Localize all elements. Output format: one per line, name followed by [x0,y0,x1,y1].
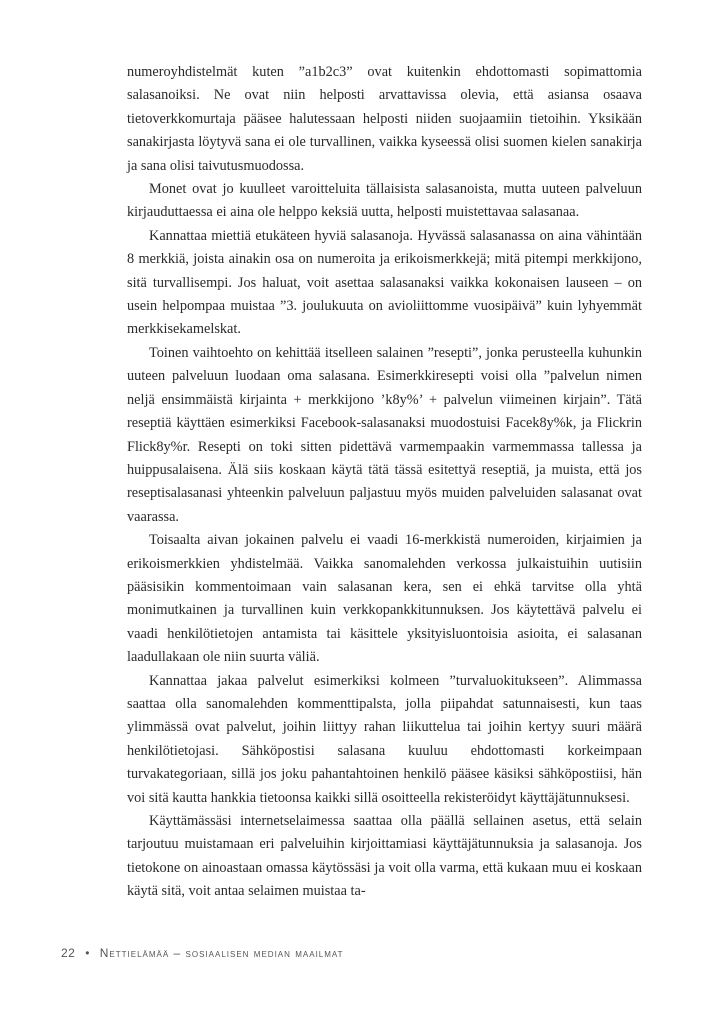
page-footer [61,946,344,960]
running-title: Nettielämää – sosiaalisen median maailmat [99,946,344,960]
paragraph: Käyttämässäsi internetselaimessa saattaa olla päällä sellainen asetus, että selain tarjoutuu muistamaan eri palveluihin kirjoittamiasi käyttäjätunnuksia ja salasanoja. Jos tietokone on ainoastaan omassa käytössäsi ja voit olla varma, että kukaan muu ei koskaan käytä sitä, voit antaa selaimen muistaa ta- [127,813,642,900]
paragraph: Toisaalta aivan jokainen palvelu ei vaadi 16-merkkistä numeroiden, kirjaimien ja erikoismerkkien yhdistelmää. Vaikka sanomalehden verkossa julkaistuihin uutisiin pääsisikin kommentoimaan vain salasanan kera, sen ei ehkä tarvitse olla yhtä monimutkainen ja turvallinen kuin verkkopankkitunnuksen. Jos käytettävä palvelu ei vaadi henkilötietojen antamista tai käsittele yksityisluontoisia asioita, ei salasanan laadullakaan ole niin suurta väliä. [127,532,642,666]
body-text [127,61,642,904]
paragraph: numeroyhdistelmät kuten ”a1b2c3” ovat kuitenkin ehdottomasti sopimattomia salasanoiksi. Ne ovat niin helposti arvattavissa olevia, että asiansa osaava tietoverkkomurtaja pääsee halutessaan helposti niiden suojaamiin tietoihin. Yksikään sanakirjasta löytyvä sana ei ole turvallinen, vaikka kyseessä olisi suomen kielen sanakirja ja sana olisi taivutusmuodossa. [127,64,642,174]
paragraph: Kannattaa miettiä etukäteen hyviä salasanoja. Hyvässä salasanassa on aina vähintään 8 merkkiä, joista ainakin osa on numeroita ja erikoismerkkejä; mitä pitempi merkkijono, sitä turvallisempi. Jos haluat, voit asettaa salasanaksi vaikka kokonaisen lauseen – on usein helpompaa muistaa ”3. joulukuuta on avioliittomme vuosipäivä” kuin lyhyemmät merkkisekamelskat. [127,227,642,338]
footer-bullet: • [85,946,90,960]
paragraph: Kannattaa jakaa palvelut esimerkiksi kolmeen ”turvaluokitukseen”. Alimmassa saattaa olla sanomalehden kommenttipalsta, jolla piipahdat satunnaisesti, kun taas ylimmässä ovat palvelut, joihin liittyy rahan liikuttelua tai joihin kertyy suuri määrä henkilötietojasi. Sähköpostisi salasana kuuluu ehdottomasti korkeimpaan turvakategoriaan, sillä jos joku pahantahtoinen henkilö pääsee käsiksi sähköpostiisi, hän voi sitä kautta hankkia tietoonsa kaikki sillä osoitteella rekisteröidyt käyttäjätunnuksesi. [127,672,642,806]
paragraph: Monet ovat jo kuulleet varoitteluita tällaisista salasanoista, mutta uuteen palveluun kirjauduttaessa ei aina ole helppo keksiä uutta, helposti muistettavaa salasanaa. [127,181,642,221]
paragraph: Toinen vaihtoehto on kehittää itselleen salainen ”resepti”, jonka perusteella kuhunkin uuteen palveluun luodaan oma salasana. Esimerkkiresepti voisi olla ”palvelun nimen neljä ensimmäistä kirjainta + merkkijono ’k8y%’ + palvelun viimeinen kirjain”. Tätä reseptiä käyttäen esimerkiksi Facebook-salasanaksi muodostuisi Facek8y%k, ja Flickrin Flick8y%r. Resepti on toki sitten pidettävä varmempaakin varmemmassa tallessa ja huippusalaisena. Älä siis koskaan käytä tätä tässä esitettyä reseptiä, ja muista, että jos reseptisalasanasi yhteenkin palveluun paljastuu myös muiden palveluiden salasanat ovat vaarassa. [127,344,642,525]
page-number: 22 [61,946,76,960]
